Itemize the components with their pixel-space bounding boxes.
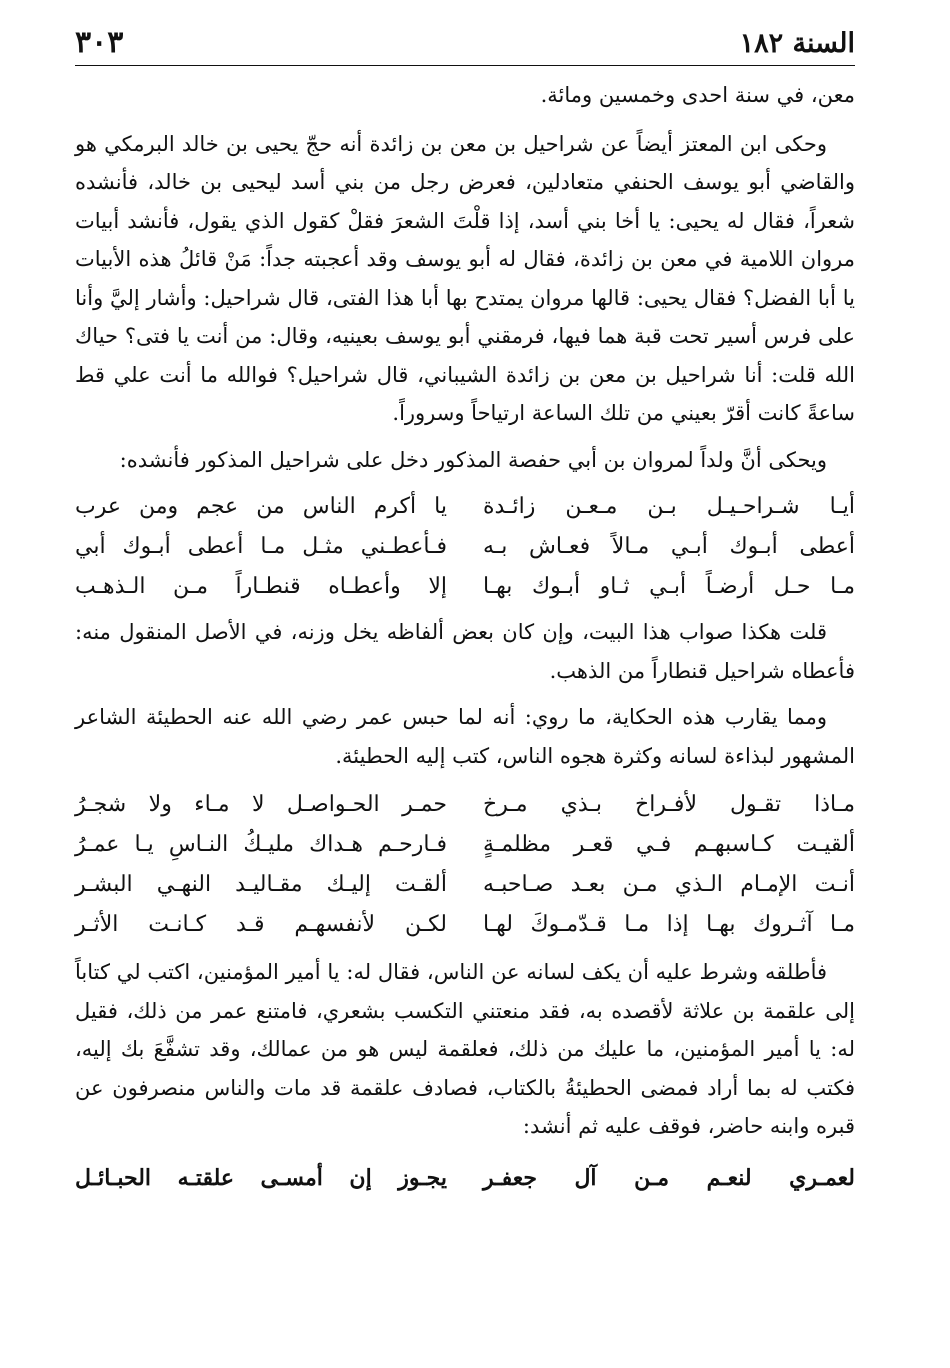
verse-first-hemistich: أنـت الإمـام الـذي مـن بعـد صـاحبـه [483, 872, 855, 897]
verse [75, 865, 855, 905]
verse-first-hemistich: مـاذا تقـول لأفـراخ بـذي مـرخ [483, 792, 855, 817]
verse-first-hemistich: ألقيـت كـاسبهـم فـي قعـر مظلمـةٍ [483, 832, 855, 857]
paragraph-4 [75, 613, 855, 690]
verse-second-hemistich: يا أكرم الناس من عجم ومن عرب [75, 494, 447, 519]
poem-1 [75, 487, 855, 607]
page [75, 25, 855, 1198]
poem-3 [75, 1158, 855, 1198]
verse-first-hemistich: أعطى أبـوك أبـي مـالاً فعـاش بـه [483, 534, 855, 559]
verse-first-hemistich: أيـا شـراحـيـل بـن مـعـن زائـدة [483, 494, 855, 519]
verse-first-hemistich: لعمـري لنعـم مـن آل جعفـر [483, 1164, 855, 1191]
verse-second-hemistich: فـارحـم هـداك مليـكُ النـاسِ يـا عمـرُ [75, 832, 447, 857]
verse-second-hemistich: يجـوز إن أمسـى علقتـه الحبـائـل [75, 1164, 447, 1191]
poem-2 [75, 785, 855, 945]
page-number: ٣٠٣ [75, 25, 124, 60]
verse [75, 825, 855, 865]
paragraph-3-text: ويحكى أنَّ ولداً لمروان بن أبي حفصة المذكور دخل على شراحيل المذكور فأنشده: [119, 447, 827, 472]
verse [75, 527, 855, 567]
paragraph-1: معن، في سنة احدى وخمسين ومائة. [540, 83, 855, 107]
verse-second-hemistich: فـأعطـني مثـل مـا أعطى أبـوك أبي [75, 534, 447, 559]
verse-first-hemistich: مـا حـل أرضـاً أبـي ثـاو أبـوك بهـا [483, 574, 855, 599]
verse [75, 567, 855, 607]
verse-second-hemistich: لكـن لأنفسهـم قـد كـانـت الأثـر [75, 912, 447, 937]
paragraph-3 [75, 441, 855, 480]
verse [75, 487, 855, 527]
running-title: السنة ١٨٢ [739, 28, 855, 59]
paragraph-6 [75, 953, 855, 1146]
paragraph-5-text: ومما يقارب هذه الحكاية، ما روي: أنه لما حبس عمر رضي الله عنه الحطيئة الشاعر المشهور لبذاءة لسانه وكثرة هجوه الناس، كتب إليه الحطيئة. [75, 705, 855, 768]
paragraph-2 [75, 125, 855, 433]
paragraph-5 [75, 698, 855, 775]
verse-second-hemistich: ألقـت إليـك مقـاليـد النهـي البشـر [75, 872, 447, 897]
verse-second-hemistich: حمـر الحـواصـل لا مـاء ولا شجـرُ [75, 792, 447, 817]
verse [75, 785, 855, 825]
verse [75, 905, 855, 945]
verse [75, 1158, 855, 1198]
verse-first-hemistich: مـا آثـروك بهـا إذا مـا قـدّمـوكَ لهـا [483, 912, 855, 937]
paragraph-2-text: وحكى ابن المعتز أيضاً عن شراحيل بن معن بن زائدة أنه حجّ يحيى بن خالد البرمكي هو والقاضي أبو يوسف الحنفي متعادلين، فعرض رجل من بني أسد ليحيى بن خالد، فأنشده شعراً، فقال له يحيى: يا أخا بني أسد، إذا قلْتَ الشعرَ فقلْ كقول الذي يقول، فأنشد أبيات مروان اللامية في معن بن زائدة، فقال له أبو يوسف وقد أعجبته جداً: مَنْ قائلُ هذه الأبيات يا أبا الفضل؟ فقال يحيى: قالها مروان يمتدح بها أبا هذا الفتى، قال شراحيل: وأشار إليَّ وأنا على فرس أسير تحت قبة هما فيها، فرمقني أبو يوسف بعينيه، وقال: من أنت يا فتى؟ حياك الله قلت: أنا شراحيل بن معن بن زائدة الشيباني، قال شراحيل؟ فوالله ما أنت علي قط ساعةً كانت أقرّ بعيني من تلك الساعة ارتياحاً وسروراً. [75, 131, 855, 425]
paragraph-6-text: فأطلقه وشرط عليه أن يكف لسانه عن الناس، فقال له: يا أمير المؤمنين، اكتب لي كتاباً إلى علقمة بن علاثة لأقصده به، فقد منعتني التكسب بشعري، فامتنع عمر من ذلك، فقيل له: يا أمير المؤمنين، ما عليك من ذلك، فعلقمة ليس هو من عمالك، وقد تشفَّعَ بك إليه، فكتب له بما أراد فمضى الحطيئةُ بالكتاب، فصادف علقمة قد مات والناس منصرفون عن قبره وابنه حاضر، فوقف عليه ثم أنشد: [75, 960, 855, 1138]
verse-second-hemistich: إلا وأعطـاه قنطـاراً مـن الـذهـب [75, 574, 447, 599]
page-header [75, 25, 855, 66]
paragraph-4-text: قلت هكذا صواب هذا البيت، وإن كان بعض ألفاظه يخل وزنه، في الأصل المنقول منه: فأعطاه شراحيل قنطاراً من الذهب. [75, 620, 855, 683]
